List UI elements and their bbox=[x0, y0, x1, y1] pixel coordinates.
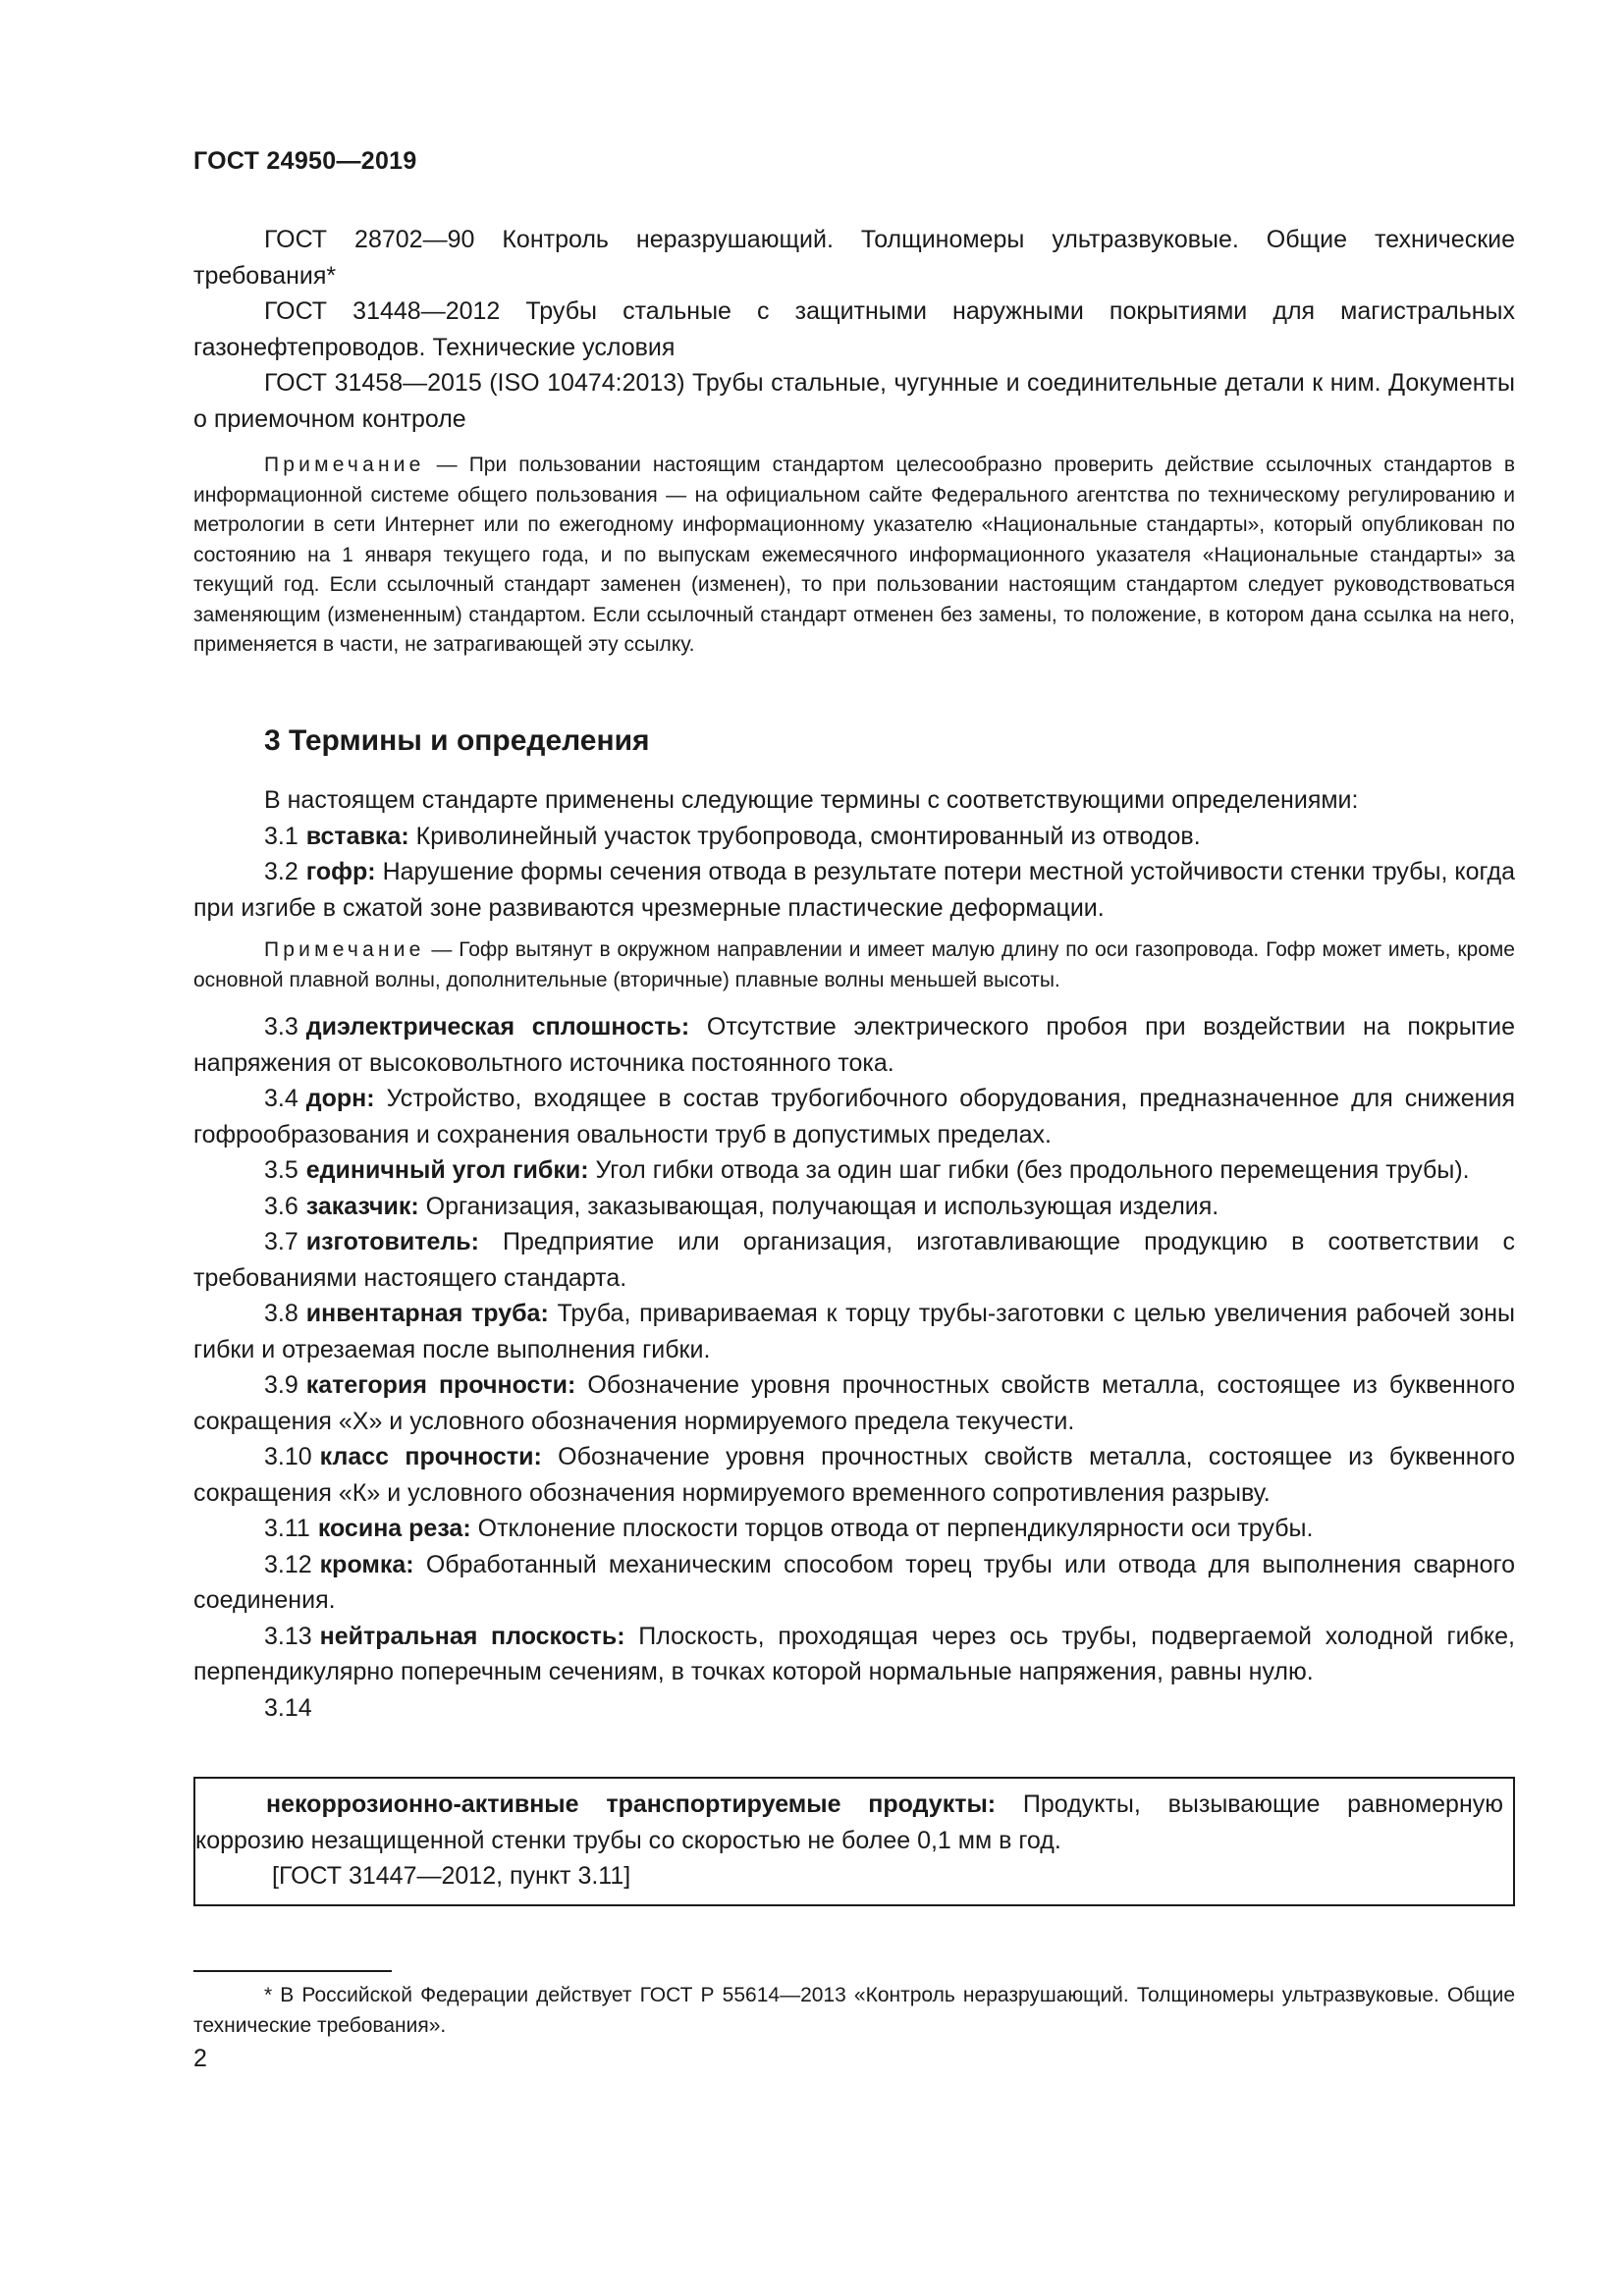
term-definition: Криволинейный участок трубопровода, смонтированный из отводов. bbox=[408, 822, 1201, 850]
term-name: вставка: bbox=[305, 822, 409, 850]
term-name: кромка: bbox=[319, 1550, 414, 1578]
term-source: [ГОСТ 31447—2012, пункт 3.11] bbox=[272, 1862, 631, 1890]
term-name: класс прочности: bbox=[319, 1443, 542, 1470]
term-item bbox=[193, 1619, 1515, 1690]
term-number: 3.13 bbox=[264, 1622, 312, 1650]
term-definition: Обозначение уровня прочностных свойств металла, состоящее из буквенного сокращения «Х» и условного обозначения нормируемого предела текучести. bbox=[193, 1371, 1515, 1435]
reference-item: ГОСТ 31448—2012 Трубы стальные с защитными наружными покрытиями для магистральных газонефтепроводов. Технические условия bbox=[193, 297, 1515, 361]
reference-item: ГОСТ 31458—2015 (ISO 10474:2013) Трубы стальные, чугунные и соединительные детали к ним. Документы о приемочном контроле bbox=[193, 369, 1515, 433]
note-text: — При пользовании настоящим стандартом целесообразно проверить действие ссылочных стандартов в информационной системе общего пользования — на официальном сайте Федерального агентства по техническому регулированию и метрологии в сети Интернет или по ежегодному информационному указателю «Национальные стандарты», который опубликован по состоянию на 1 января текущего года, и по выпускам ежемесячного информационного указателя «Национальные стандарты» за текущий год. Если ссылочный стандарт заменен (изменен), то при пользовании настоящим стандартом следует руководствоваться заменяющим (измененным) стандартом. Если ссылочный стандарт отменен без замены, то положение, в котором дана ссылка на него, применяется в части, не затрагивающей эту ссылку. bbox=[193, 454, 1515, 656]
term-item bbox=[193, 854, 1515, 926]
normative-references bbox=[193, 222, 1515, 661]
section-intro: В настоящем стандарте применены следующие термины с соответствующими определениями: bbox=[264, 786, 1359, 814]
term-item bbox=[193, 1511, 1515, 1547]
term-definition: Организация, заказывающая, получающая и использующая изделия. bbox=[418, 1192, 1219, 1220]
term-number: 3.1 bbox=[264, 822, 298, 850]
term-number: 3.12 bbox=[264, 1550, 312, 1578]
term-definition: Труба, привариваемая к торцу трубы-заготовки с целью увеличения рабочей зоны гибки и отрезаемая после выполнения гибки. bbox=[193, 1300, 1515, 1363]
note-label: Примечание bbox=[264, 938, 425, 961]
term-definition: Отсутствие электрического пробоя при воздействии на покрытие напряжения от высоковольтного источника постоянного тока. bbox=[193, 1013, 1515, 1077]
term-number: 3.10 bbox=[264, 1443, 312, 1470]
term-number: 3.11 bbox=[264, 1515, 310, 1542]
reference-item: ГОСТ 28702—90 Контроль неразрушающий. Толщиномеры ультразвуковые. Общие технические требования* bbox=[193, 226, 1515, 290]
term-definition: Отклонение плоскости торцов отвода от перпендикулярности оси трубы. bbox=[470, 1515, 1314, 1542]
note-text: — Гофр вытянут в окружном направлении и имеет малую длину по оси газопровода. Гофр может иметь, кроме основной плавной волны, дополнительные (вторичные) плавные волны меньшей высоты. bbox=[193, 938, 1515, 991]
footnote bbox=[193, 1981, 1515, 2041]
term-name: косина реза: bbox=[317, 1515, 471, 1542]
page-number: 2 bbox=[193, 2045, 207, 2072]
term-number-standalone: 3.14 bbox=[264, 1693, 312, 1722]
term-name: категория прочности: bbox=[305, 1371, 576, 1399]
term-name: дорн: bbox=[305, 1085, 375, 1112]
section-title: 3 Термины и определения bbox=[264, 724, 650, 757]
boxed-term bbox=[193, 1777, 1515, 1906]
term-name: единичный угол гибки: bbox=[305, 1156, 589, 1184]
term-name: заказчик: bbox=[305, 1192, 419, 1220]
term-number: 3.6 bbox=[264, 1192, 298, 1220]
document-header: ГОСТ 24950—2019 bbox=[193, 147, 417, 175]
term-item bbox=[193, 1189, 1515, 1225]
term-name: инвентарная труба: bbox=[305, 1300, 549, 1327]
term-definition: Обработанный механическим способом торец трубы или отвода для выполнения сварного соединения. bbox=[193, 1550, 1515, 1614]
term-item bbox=[193, 1081, 1515, 1152]
term-definition: Нарушение формы сечения отвода в результате потери местной устойчивости стенки трубы, когда при изгибе в сжатой зоне развиваются чрезмерные пластические деформации. bbox=[193, 858, 1515, 922]
term-name: нейтральная плоскость: bbox=[319, 1622, 625, 1650]
term-name: изготовитель: bbox=[305, 1228, 479, 1255]
term-item bbox=[193, 1152, 1515, 1189]
references-note bbox=[193, 451, 1515, 661]
term-definition: Устройство, входящее в состав трубогибочного оборудования, предназначенное для снижения гофрообразования и сохранения овальности труб в допустимых пределах. bbox=[193, 1085, 1515, 1148]
term-item bbox=[193, 819, 1515, 855]
footnote-divider bbox=[193, 1970, 392, 1972]
term-item bbox=[193, 1296, 1515, 1367]
term-number: 3.3 bbox=[264, 1013, 298, 1041]
term-number: 3.4 bbox=[264, 1085, 298, 1112]
term-number: 3.5 bbox=[264, 1156, 298, 1184]
term-number: 3.2 bbox=[264, 858, 298, 885]
term-number: 3.9 bbox=[264, 1371, 298, 1399]
term-item bbox=[193, 1224, 1515, 1296]
term-definition: Предприятие или организация, изготавливающие продукцию в соответствии с требованиями настоящего стандарта. bbox=[193, 1228, 1515, 1292]
term-name: диэлектрическая сплошность: bbox=[305, 1013, 690, 1041]
term-item bbox=[193, 1009, 1515, 1081]
term-name: некоррозионно-активные транспортируемые продукты: bbox=[266, 1790, 997, 1818]
term-item bbox=[193, 1547, 1515, 1619]
term-number: 3.8 bbox=[264, 1300, 298, 1327]
term-item bbox=[193, 1439, 1515, 1511]
note-label: Примечание bbox=[264, 454, 425, 476]
term-definition: Угол гибки отвода за один шаг гибки (без продольного перемещения трубы). bbox=[588, 1156, 1470, 1184]
term-item bbox=[195, 1787, 1513, 1858]
term-item bbox=[193, 1367, 1515, 1439]
footnote-text: * В Российской Федерации действует ГОСТ Р 55614—2013 «Контроль неразрушающий. Толщиномеры ультразвуковые. Общие технические требования». bbox=[193, 1984, 1515, 2037]
term-definition: Продукты, вызывающие равномерную коррозию незащищенной стенки трубы со скоростью не более 0,1 мм в год. bbox=[195, 1790, 1504, 1854]
term-name: гофр: bbox=[305, 858, 376, 885]
terms-section bbox=[193, 721, 1515, 1726]
term-definition: Плоскость, проходящая через ось трубы, подвергаемой холодной гибке, перпендикулярно поперечным сечениям, в точках которой нормальные напряжения, равны нулю. bbox=[193, 1622, 1516, 1685]
term-number: 3.7 bbox=[264, 1228, 298, 1255]
term-definition: Обозначение уровня прочностных свойств металла, состоящее из буквенного сокращения «К» и условного обозначения нормируемого временного сопротивления разрыву. bbox=[193, 1443, 1515, 1507]
term-note bbox=[193, 935, 1515, 995]
